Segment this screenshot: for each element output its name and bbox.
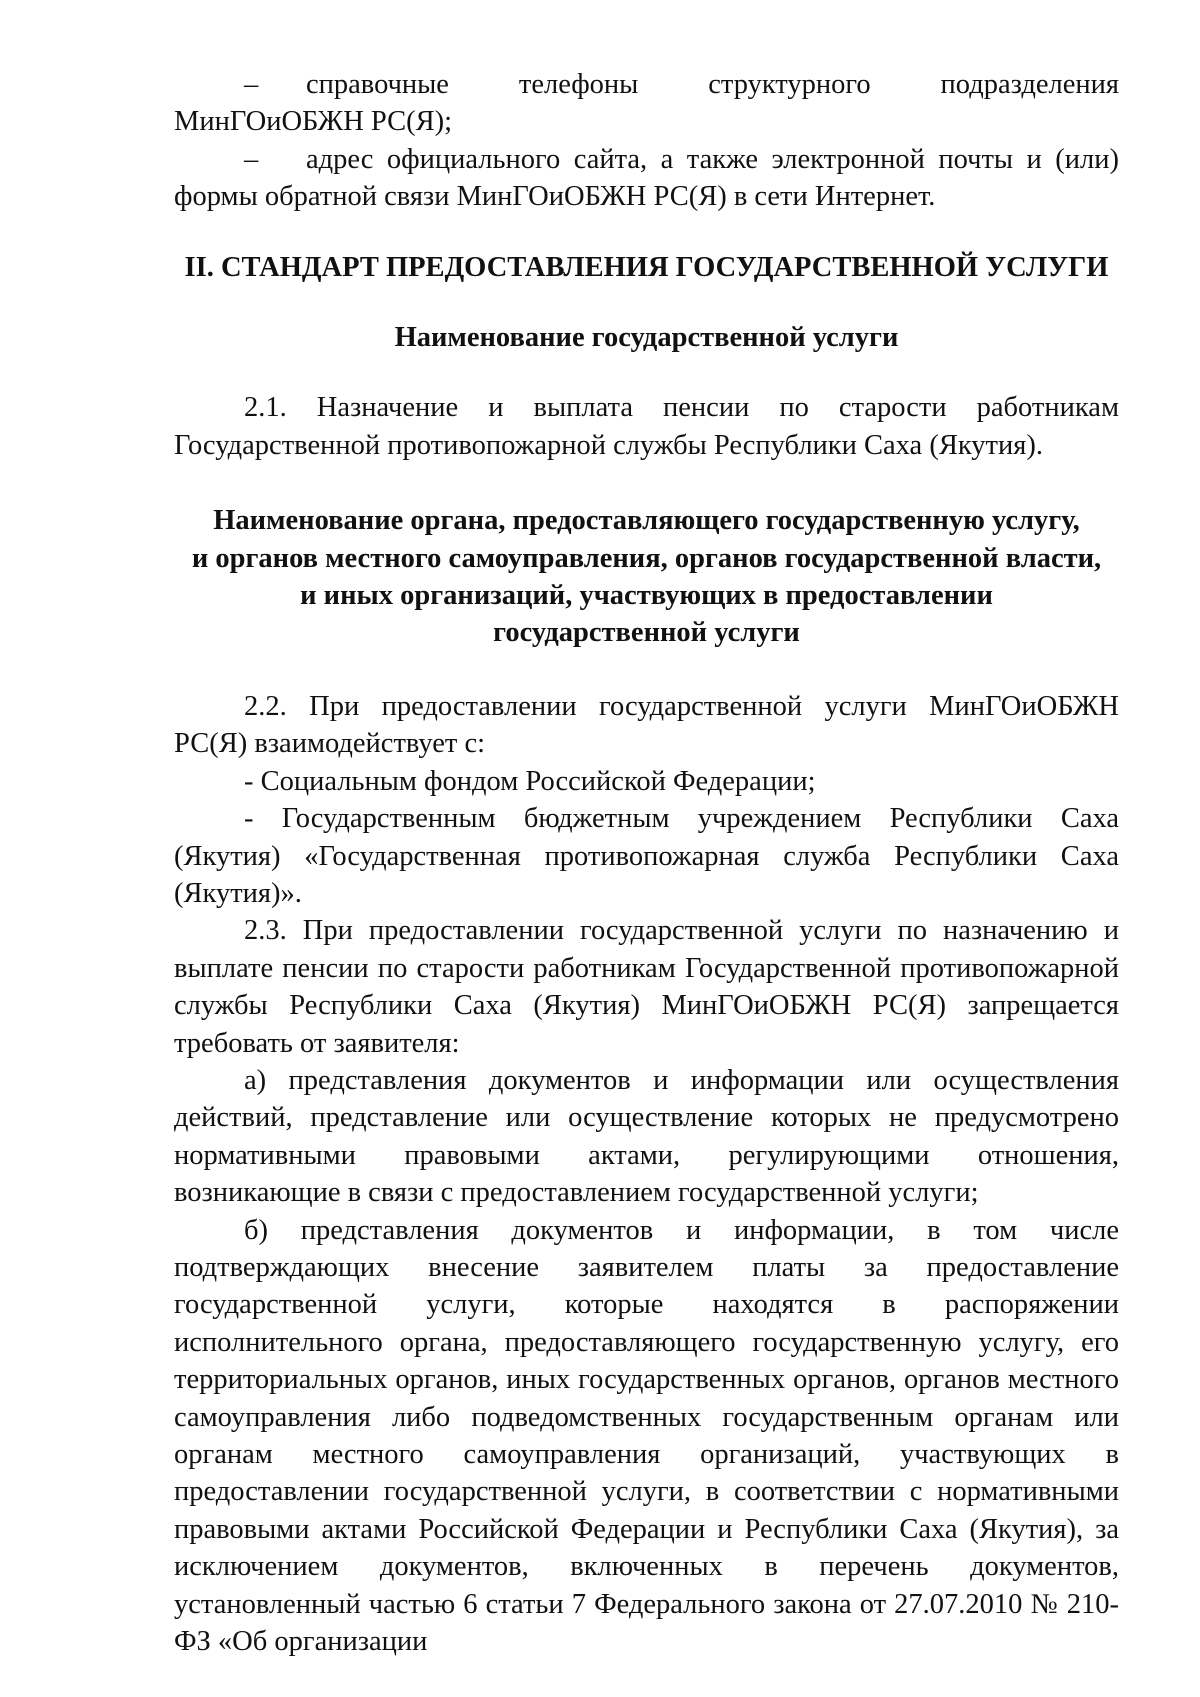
- subheading-line: и органов местного самоуправления, органов государственной власти,: [191, 542, 1102, 574]
- paragraph-2-2-item-fire-service: - Государственным бюджетным учреждением Республики Саха (Якутия) «Государственная противопожарная служба Республики Саха (Якутия)».: [174, 803, 1119, 909]
- subheading-line: государственной услуги: [493, 617, 800, 649]
- subheading-line: Наименование органа, предоставляющего государственную услугу,: [213, 505, 1080, 537]
- paragraph-2-3: 2.3. При предоставлении государственной услуги по назначению и выплате пенсии по старости работникам Государственной противопожарной службы Республики Саха (Якутия) МинГОиОБЖН РС(Я) запрещается требовать от заявителя:: [174, 915, 1119, 1059]
- paragraph-2-3-b: б) представления документов и информации, в том числе подтверждающих внесение заявителем платы за предоставление государственной услуги, которые находятся в распоряжении исполнительного органа, предоставляющего государственную услугу, его территориальных органов, иных государственных органов, органов местного самоуправления либо подведомственных государственным органам или органам местного самоуправления организаций, участвующих в предоставлении государственной услуги, в соответствии с нормативными правовыми актами Российской Федерации и Республики Саха (Якутия), за исключением документов, включенных в перечень документов, установленный частью 6 статьи 7 Федерального закона от 27.07.2010 № 210-ФЗ «Об организации: [174, 1214, 1119, 1658]
- list-item-text: справочные телефоны структурного подразделения МинГОиОБЖН РС(Я);: [174, 69, 1119, 138]
- paragraph-2-2-item-social-fund: - Социальным фондом Российской Федерации;: [244, 765, 816, 797]
- dash-marker: –: [244, 143, 259, 175]
- subheading-service-name: Наименование государственной услуги: [394, 322, 899, 354]
- list-item-phones: [174, 66, 1119, 141]
- dash-marker: –: [244, 69, 259, 100]
- section-title: II. СТАНДАРТ ПРЕДОСТАВЛЕНИЯ ГОСУДАРСТВЕННОЙ УСЛУГИ: [184, 251, 1109, 283]
- paragraph-2-2: 2.2. При предоставлении государственной услуги МинГОиОБЖН РС(Я) взаимодействует с:: [174, 690, 1119, 760]
- subheading-organ: [174, 502, 1119, 652]
- document-page: [174, 66, 1119, 1660]
- paragraph-2-3-a: а) представления документов и информации или осуществления действий, представление или осуществление которых не предусмотрено нормативными правовыми актами, регулирующими отношения, возникающие в связи с предоставлением государственной услуги;: [174, 1064, 1119, 1209]
- list-item-text: адрес официального сайта, а также электронной почты и (или) формы обратной связи МинГОиОБЖН РС(Я) в сети Интернет.: [174, 143, 1119, 213]
- subheading-line: и иных организаций, участвующих в предоставлении: [300, 580, 993, 612]
- list-item-site: [174, 141, 1119, 216]
- paragraph-2-1: 2.1. Назначение и выплата пенсии по старости работникам Государственной противопожарной службы Республики Саха (Якутия).: [174, 392, 1119, 461]
